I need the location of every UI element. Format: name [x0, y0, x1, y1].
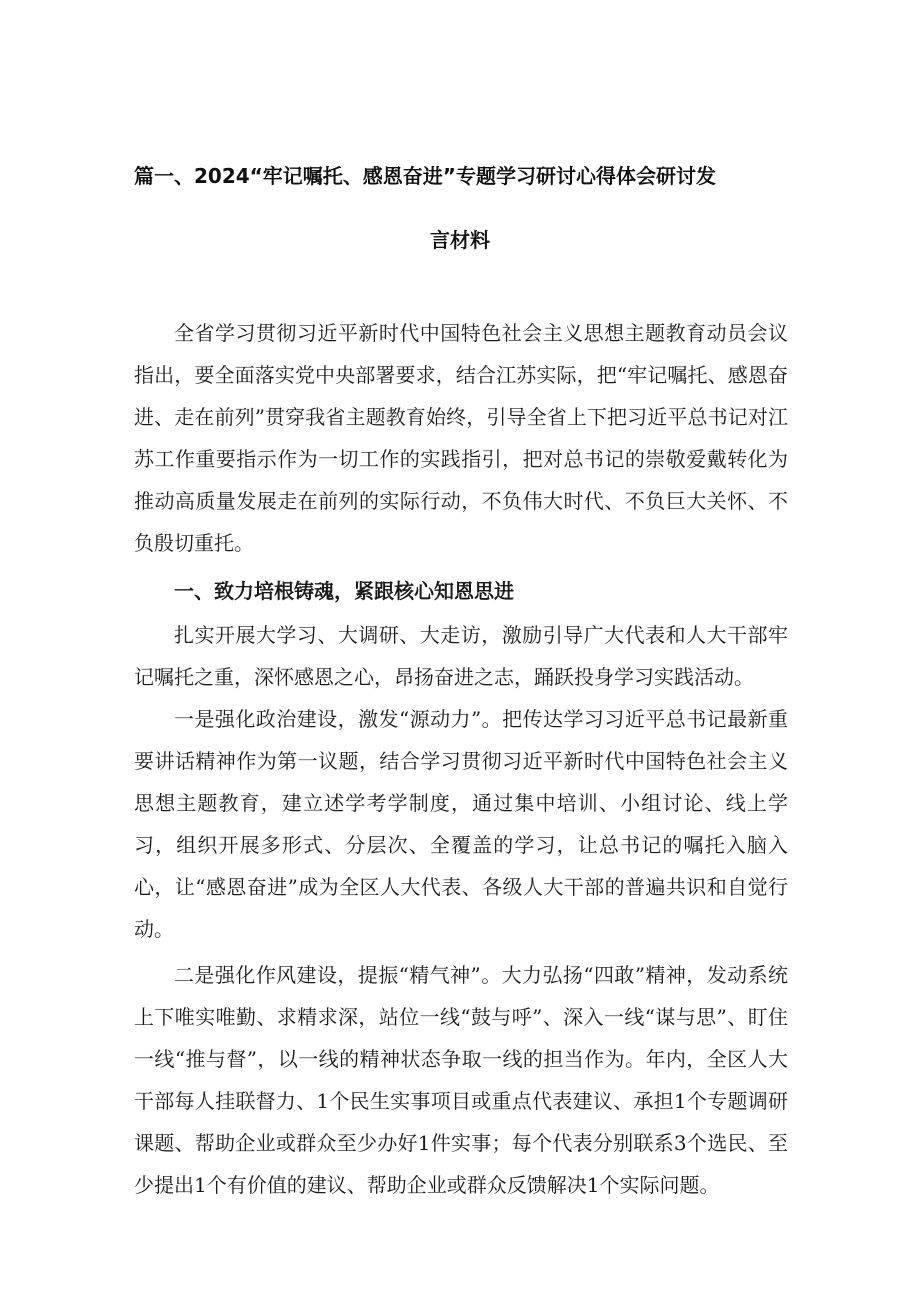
document-title-line-2: 言材料 — [430, 228, 490, 252]
section1-paragraph-2: 一是强化政治建设，激发“源动力”。把传达学习习近平总书记最新重要讲话精神作为第一议题，结合学习贯彻习近平新时代中国特色社会主义思想主题教育，建立述学考学制度，通过集中培训、小组讨论、线上学习，组织开展多形式、分层次、全覆盖的学习，让总书记的嘱托入脑入心，让“感恩奋进”成为全区人大代表、各级人大干部的普遍共识和自觉行动。 — [134, 707, 788, 941]
section1-paragraph-3: 二是强化作风建设，提振“精气神”。大力弘扬“四敢”精神，发动系统上下唯实唯勤、求精求深，站位一线“鼓与呼”、深入一线“谋与思”、盯住一线“推与督”，以一线的精神状态争取一线的担当作为。年内，全区人大干部每人挂联督力、1个民生实事项目或重点代表建议、承担1个专题调研课题、帮助企业或群众至少办好1件实事；每个代表分别联系3个选民、至少提出1个有价值的建议、帮助企业或群众反馈解决1个实际问题。 — [134, 963, 788, 1197]
intro-paragraph: 全省学习贯彻习近平新时代中国特色社会主义思想主题教育动员会议指出，要全面落实党中央部署要求，结合江苏实际，把“牢记嘱托、感恩奋进、走在前列”贯穿我省主题教育始终，引导全省上下把习近平总书记对江苏工作重要指示作为一切工作的实践指引，把对总书记的崇敬爱戴转化为推动高质量发展走在前列的实际行动，不负伟大时代、不负巨大关怀、不负殷切重托。 — [134, 321, 788, 555]
section1-paragraph-1: 扎实开展大学习、大调研、大走访，激励引导广大代表和人大干部牢记嘱托之重，深怀感恩之心，昂扬奋进之志，踊跃投身学习实践活动。 — [134, 623, 788, 689]
document-title-line-1: 篇一、2024“牢记嘱托、感恩奋进”专题学习研讨心得体会研讨发 — [134, 164, 716, 188]
document-body — [134, 312, 788, 1206]
section-heading-1: 一、致力培根铸魂，紧跟核心知恩思进 — [174, 579, 514, 603]
